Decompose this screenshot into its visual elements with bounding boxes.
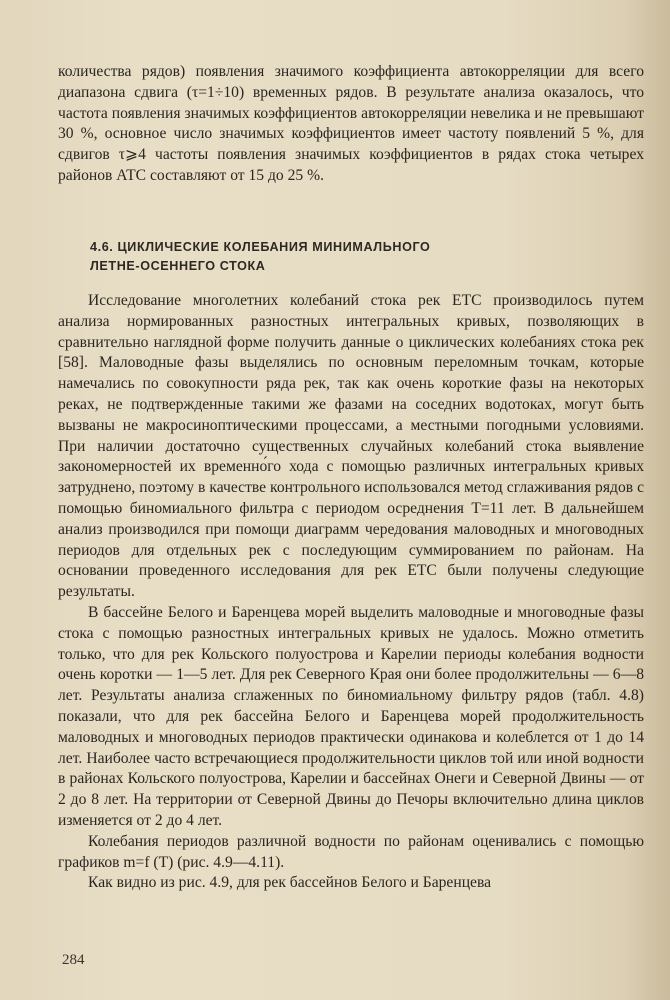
paragraph-graphs: Колебания периодов различной водности по районам оценивались с помощью графиков m=f (T) (рис. 4.9—4.11).: [58, 832, 644, 871]
paragraph-white-barents: В бассейне Белого и Баренцева морей выделить маловодные и многоводные фазы стока с помощью разностных интегральных кривых не удалось. Можно отметить только, что для рек Кольского полуострова и Карелии периоды колебания водности очень коротки — 1—5 лет. Для рек Северного Края они более продолжительны — 6—8 лет. Результаты анализа сглаженных по биномиальному фильтру рядов (табл. 4.8) показали, что для рек бассейна Белого и Баренцева морей продолжительность маловодных и многоводных периодов практически одинакова и колеблется от 1 до 14 лет. Наиболее часто встречающиеся продолжительности циклов той или иной водности в районах Кольского полуострова, Карелии и бассейнах Онеги и Северной Двины — от 2 до 8 лет. На территории от Северной Двины до Печоры включительно длина циклов изменяется от 2 до 4 лет.: [58, 603, 644, 829]
section-heading-line-1: 4.6. ЦИКЛИЧЕСКИЕ КОЛЕБАНИЯ МИНИМАЛЬНОГО: [90, 240, 431, 254]
section-heading: [90, 238, 610, 275]
page-number: 284: [62, 952, 85, 968]
paragraph-method: Исследование многолетних колебаний стока рек ЕТС производилось путем анализа нормированных разностных интегральных кривых, позволяющих в сравнительно наглядной форме получить данные о циклических колебаниях стока рек [58]. Маловодные фазы выделялись по основным переломным точкам, которые намечались по совокупности ряда рек, так как очень короткие фазы на некоторых реках, не подтвержденные такими же фазами на соседних водотоках, могут быть вызваны не макросиноптическими процессами, а местными погодными условиями. При наличии достаточно существенных случайных колебаний стока выявление закономерностей их временно́го хода с помощью различных интегральных кривых затруднено, поэтому в качестве контрольного использовался метод сглаживания рядов с помощью биномиального фильтра с периодом осреднения T=11 лет. В дальнейшем анализ производился при помощи диаграмм чередования маловодных и многоводных периодов для отдельных рек с последующим суммированием по районам. На основании проведенного исследования для рек ЕТС были получены следующие результаты.: [58, 292, 644, 601]
intro-text-block: [58, 62, 644, 187]
section-text-block: [58, 291, 644, 894]
paragraph-figure-reference: Как видно из рис. 4.9, для рек бассейнов Белого и Баренцева: [88, 874, 492, 892]
section-heading-line-2: ЛЕТНЕ-ОСЕННЕГО СТОКА: [90, 258, 266, 273]
intro-paragraph: количества рядов) появления значимого коэффициента автокорреляции для всего диапазона сдвига (τ=1÷10) временных рядов. В результате анализа оказалось, что частота появления значимых коэффициентов автокорреляции невелика и не превышают 30 %, основное число значимых коэффициентов имеет частоту появлений 5 %, для сдвигов τ⩾4 частоты появления значимых коэффициентов в рядах стока четырех районов АТС составляют от 15 до 25 %.: [58, 63, 644, 184]
